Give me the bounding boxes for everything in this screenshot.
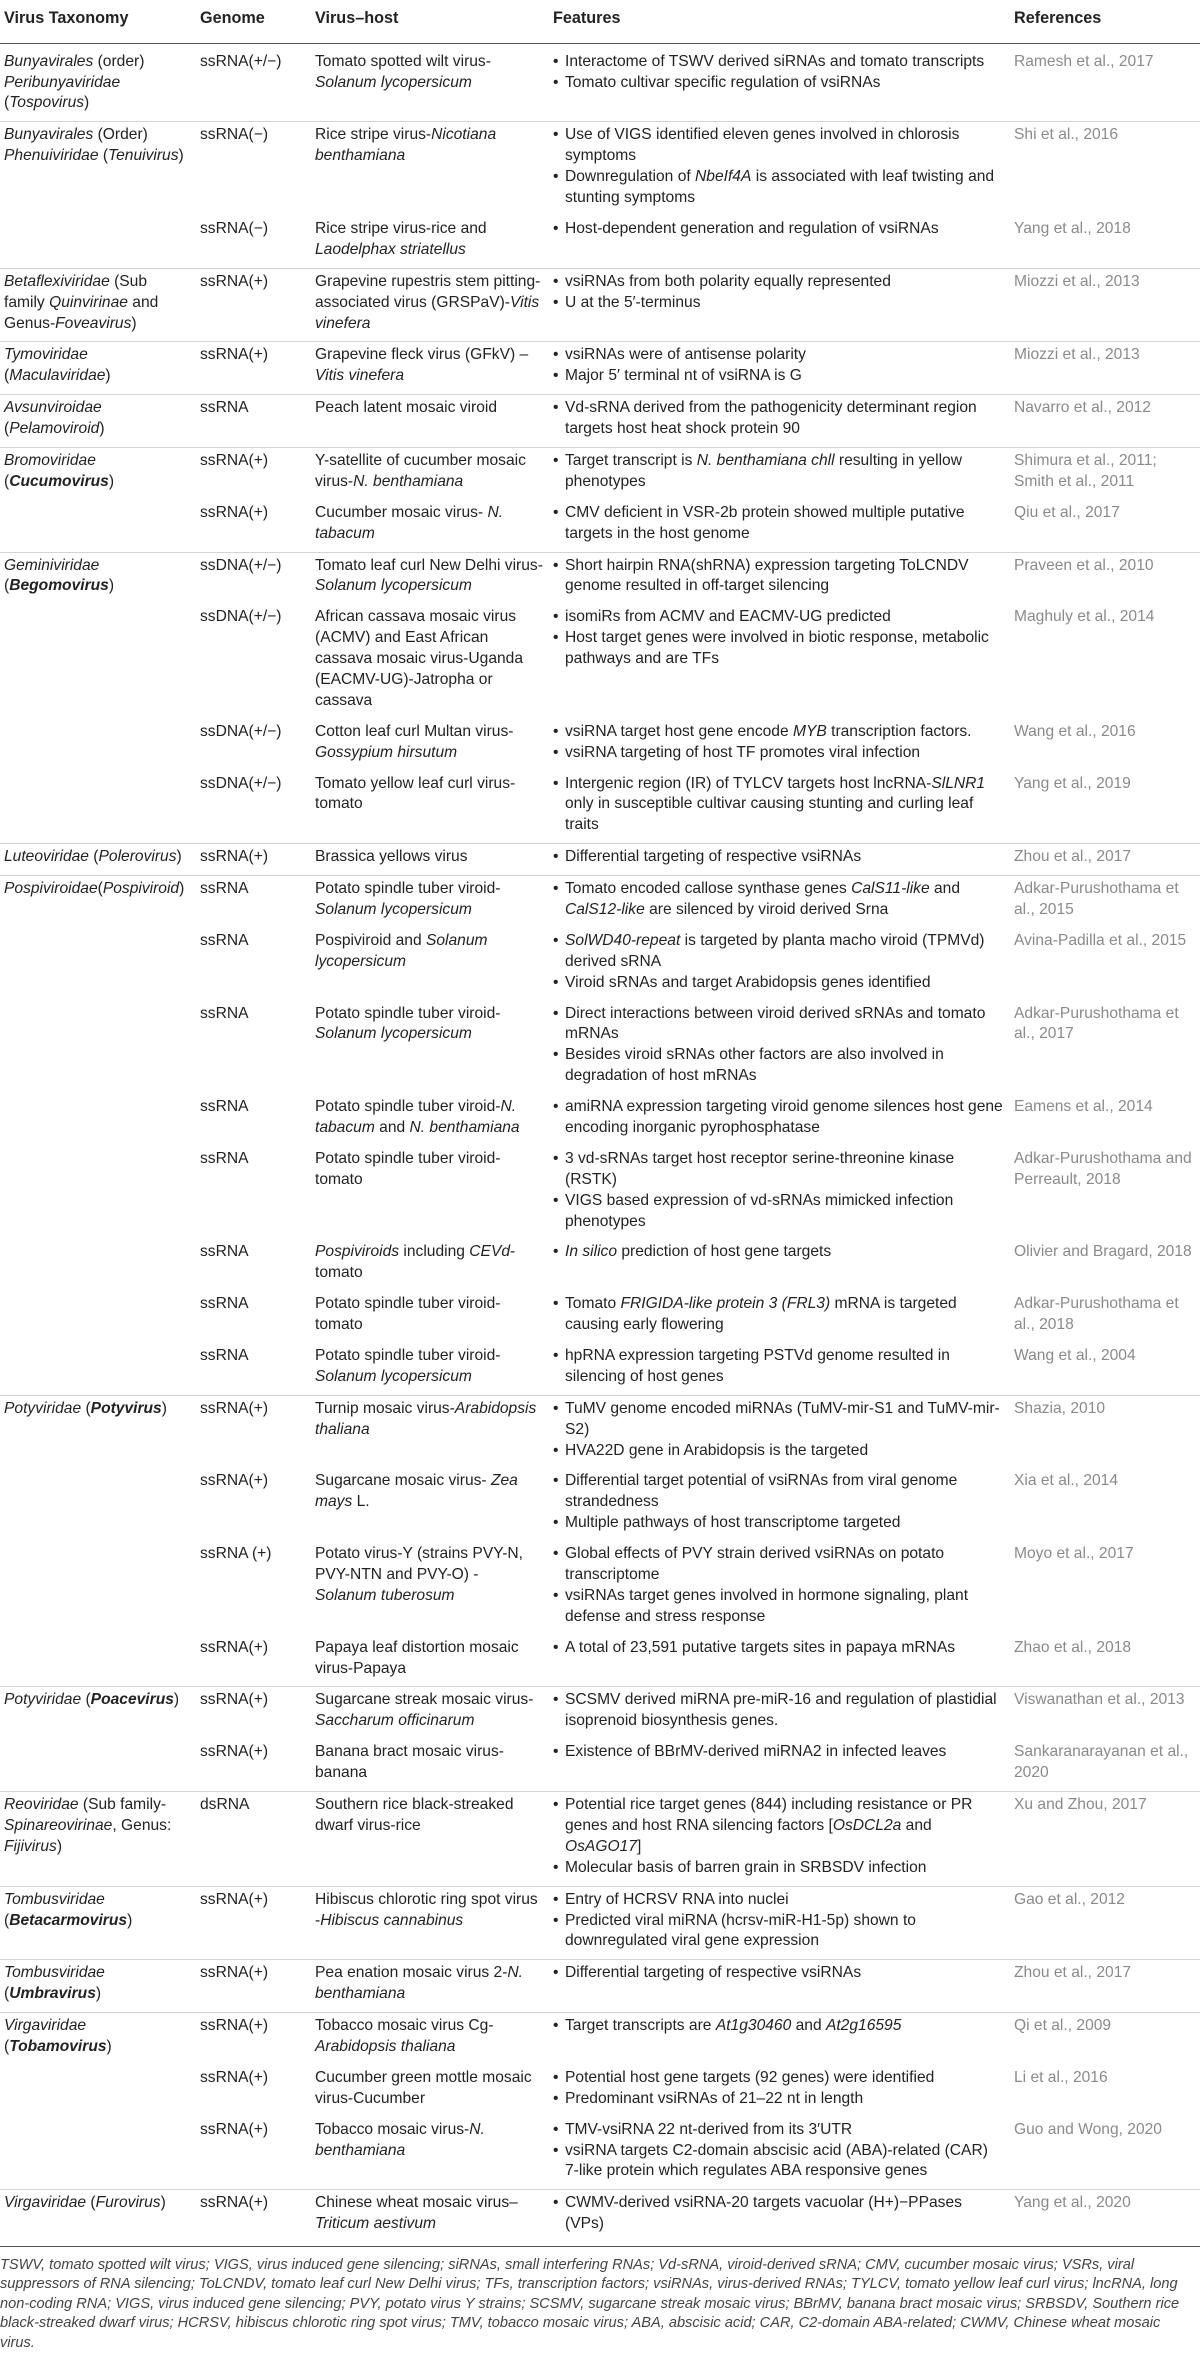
feature-list <box>553 847 1004 868</box>
table-row <box>0 1001 1200 1095</box>
cell-genome: ssRNA <box>200 931 249 949</box>
table-row <box>0 1739 1200 1791</box>
cell-taxonomy: Luteoviridae (Polerovirus) <box>0 844 196 876</box>
cell-taxonomy <box>0 1239 196 1291</box>
cell-virus-host: African cassava mosaic virus (ACMV) and East African cassava mosaic virus-Uganda (EACMV-UG)-Jatropha or cassava <box>315 608 524 709</box>
feature-item: • In silico prediction of host gene targets <box>553 1242 1004 1263</box>
table-row <box>0 928 1200 1001</box>
cell-genome: ssRNA(+) <box>196 342 311 395</box>
feature-list <box>553 1097 1004 1139</box>
table-footnote: TSWV, tomato spotted wilt virus; VIGS, virus induced gene silencing; siRNAs, small interfering RNAs; Vd-sRNA, viroid-derived sRNA; CMV, cucumber mosaic virus; VSRs, viral suppressors of RNA silencing; ToLCNDV, tomato leaf curl New Delhi virus; TFs, transcription factors; vsiRNAs, virus-derived RNAs; TYLCV, tomato yellow leaf curl virus; lncRNA, long non-coding RNA; VIGS, virus induced gene silencing; PVY, potato virus Y strains; SCSMV, sugarcane streak mosaic virus; BBrMV, banana bract mosaic virus; SRBSDV, Southern rice black-streaked dwarf virus; HCRSV, hibiscus chlorotic ring spot virus; TMV, tobacco mosaic virus; ABA, abscisic acid; CAR, C2-domain ABA-related; CWMV, Chinese wheat mosaic virus. <box>0 2246 1200 2353</box>
cell-reference: Xu and Zhou, 2017 <box>1010 1792 1200 1887</box>
cell-features <box>549 844 1010 876</box>
cell-features <box>549 1094 1010 1146</box>
feature-item: • Differential targeting of respective vsiRNAs <box>553 1963 1004 1984</box>
cell-features <box>549 1687 1010 1739</box>
cell-features <box>549 771 1010 844</box>
feature-item: • Target transcripts are At1g30460 and At2g16595 <box>553 2016 1004 2037</box>
cell-genome: ssRNA(+) <box>196 844 311 876</box>
cell-taxonomy <box>0 500 196 552</box>
table-row <box>0 1146 1200 1240</box>
cell-virus-host: Cotton leaf curl Multan virus-Gossypium hirsutum <box>315 722 514 761</box>
cell-virus-host: Cucumber green mottle mosaic virus-Cucumber <box>315 2068 532 2107</box>
feature-list <box>553 219 1004 240</box>
cell-features <box>549 876 1010 928</box>
cell-taxonomy: Virgaviridae (Furovirus) <box>0 2190 196 2242</box>
cell-features <box>549 1792 1010 1887</box>
feature-item: • Molecular basis of barren grain in SRBSDV infection <box>553 1858 1004 1879</box>
cell-features <box>549 1468 1010 1541</box>
table-row <box>0 122 1200 216</box>
cell-genome: dsRNA <box>196 1792 311 1887</box>
feature-list <box>553 272 1004 314</box>
feature-list <box>553 1690 1004 1732</box>
cell-reference: Shazia, 2010 <box>1010 1395 1200 1468</box>
table-row <box>0 268 1200 342</box>
cell-virus-host: Peach latent mosaic viroid <box>311 395 549 448</box>
cell-genome: ssRNA(+) <box>196 2013 311 2065</box>
cell-features <box>549 1541 1010 1635</box>
cell-reference: Yang et al., 2018 <box>1014 219 1131 237</box>
feature-item: • U at the 5′-terminus <box>553 293 1004 314</box>
table-row <box>0 552 1200 604</box>
cell-features <box>549 342 1010 395</box>
cell-taxonomy: Bunyavirales (Order) Phenuiviridae (Tenuivirus) <box>0 122 196 216</box>
table-row <box>0 1395 1200 1468</box>
cell-taxonomy <box>0 1146 196 1240</box>
feature-list <box>553 1242 1004 1263</box>
cell-genome: ssRNA(+) <box>196 1687 311 1739</box>
cell-taxonomy: Virgaviridae (Tobamovirus) <box>0 2013 196 2065</box>
cell-virus-host: Banana bract mosaic virus-banana <box>315 1743 504 1782</box>
feature-list <box>553 2016 1004 2037</box>
feature-item: • Viroid sRNAs and target Arabidopsis genes identified <box>553 973 1004 994</box>
cell-reference: Xia et al., 2014 <box>1014 1472 1119 1490</box>
table-row <box>0 2190 1200 2242</box>
feature-item: • Differential targeting of respective vsiRNAs <box>553 847 1004 868</box>
cell-taxonomy <box>0 2065 196 2117</box>
cell-genome: ssRNA(+) <box>200 2120 269 2138</box>
cell-genome: ssDNA(+/−) <box>196 552 311 604</box>
cell-virus-host: Potato spindle tuber viroid-N. tabacum and N. benthamiana <box>315 1098 520 1136</box>
cell-reference: Shimura et al., 2011; Smith et al., 2011 <box>1010 447 1200 499</box>
cell-virus-host: Southern rice black-streaked dwarf virus-rice <box>311 1792 549 1887</box>
cell-taxonomy: Avsunviroidae (Pelamoviroid) <box>0 395 196 448</box>
cell-reference: Miozzi et al., 2013 <box>1010 268 1200 342</box>
cell-genome: ssRNA(+) <box>196 1886 311 1960</box>
cell-taxonomy <box>0 719 196 771</box>
feature-list <box>553 1742 1004 1763</box>
cell-features <box>549 1291 1010 1343</box>
cell-taxonomy: Pospiviroidae(Pospiviroid) <box>0 876 196 928</box>
cell-virus-host: Tomato leaf curl New Delhi virus-Solanum lycopersicum <box>311 552 549 604</box>
feature-item: • Predominant vsiRNAs of 21–22 nt in length <box>553 2089 1004 2110</box>
cell-reference: Praveen et al., 2010 <box>1010 552 1200 604</box>
table-row <box>0 719 1200 771</box>
cell-taxonomy: Bromoviridae (Cucumovirus) <box>0 447 196 499</box>
feature-item: • Predicted viral miRNA (hcrsv-miR-H1-5p) shown to downregulated viral gene expression <box>553 1911 1004 1953</box>
table-row <box>0 1239 1200 1291</box>
cell-genome: ssRNA(+) <box>196 268 311 342</box>
feature-list <box>553 1004 1004 1088</box>
cell-taxonomy: Tombusviridae (Betacarmovirus) <box>0 1886 196 1960</box>
cell-taxonomy: Potyviridae (Potyvirus) <box>0 1395 196 1468</box>
cell-genome: ssRNA(+) <box>196 1395 311 1468</box>
feature-item: • TuMV genome encoded miRNAs (TuMV-mir-S1 and TuMV-mir-S2) <box>553 1399 1004 1441</box>
feature-list <box>553 2193 1004 2235</box>
cell-genome: ssDNA(+/−) <box>200 608 282 626</box>
cell-virus-host: Potato spindle tuber viroid-Solanum lycopersicum <box>315 1004 501 1043</box>
cell-virus-host: Turnip mosaic virus-Arabidopsis thaliana <box>311 1395 549 1468</box>
cell-genome: ssRNA(+/−) <box>200 52 282 70</box>
cell-features <box>549 604 1010 718</box>
cell-features <box>549 2117 1010 2190</box>
cell-reference: Ramesh et al., 2017 <box>1014 52 1154 70</box>
table-row <box>0 2013 1200 2065</box>
cell-features <box>549 1001 1010 1095</box>
feature-item: • Major 5′ terminal nt of vsiRNA is G <box>553 366 1004 387</box>
cell-features <box>549 552 1010 604</box>
table-row <box>0 2117 1200 2190</box>
feature-item: • Potential host gene targets (92 genes) were identified <box>553 2068 1004 2089</box>
cell-virus-host: Rice stripe virus-rice and Laodelphax striatellus <box>315 219 487 258</box>
cell-taxonomy: Bunyavirales (order) Peribunyaviridae (Tospovirus) <box>4 52 145 112</box>
header-row <box>0 0 1200 43</box>
feature-list <box>553 556 1004 598</box>
cell-reference: Miozzi et al., 2013 <box>1010 342 1200 395</box>
cell-virus-host: Potato spindle tuber viroid-Solanum lycopersicum <box>311 876 549 928</box>
table-row <box>0 1960 1200 2013</box>
feature-item: • vsiRNA target host gene encode MYB transcription factors. <box>553 722 1004 743</box>
cell-taxonomy <box>0 604 196 718</box>
cell-features <box>549 122 1010 216</box>
cell-virus-host: Y-satellite of cucumber mosaic virus-N. benthamiana <box>311 447 549 499</box>
table-row <box>0 876 1200 928</box>
feature-item: • Existence of BBrMV-derived miRNA2 in infected leaves <box>553 1742 1004 1763</box>
feature-item: • Entry of HCRSV RNA into nuclei <box>553 1890 1004 1911</box>
cell-features <box>549 447 1010 499</box>
cell-taxonomy <box>0 1635 196 1687</box>
feature-item: • VIGS based expression of vd-sRNAs mimicked infection phenotypes <box>553 1191 1004 1233</box>
cell-genome: ssRNA <box>196 395 311 448</box>
feature-list <box>553 451 1004 493</box>
cell-reference: Guo and Wong, 2020 <box>1014 2120 1162 2138</box>
cell-reference: Viswanathan et al., 2013 <box>1010 1687 1200 1739</box>
table-row <box>0 395 1200 448</box>
cell-genome: ssRNA(+) <box>200 2068 269 2086</box>
feature-item: • Target transcript is N. benthamiana chll resulting in yellow phenotypes <box>553 451 1004 493</box>
header-references: References <box>1010 0 1200 43</box>
table-row <box>0 844 1200 876</box>
cell-virus-host: Pospiviroids including CEVd-tomato <box>315 1243 516 1282</box>
cell-taxonomy: Potyviridae (Poacevirus) <box>0 1687 196 1739</box>
feature-item: • CWMV-derived vsiRNA-20 targets vacuolar (H+)−PPases (VPs) <box>553 2193 1004 2235</box>
cell-reference: Gao et al., 2012 <box>1010 1886 1200 1960</box>
cell-features <box>549 1395 1010 1468</box>
cell-taxonomy <box>0 1468 196 1541</box>
cell-reference: Wang et al., 2004 <box>1014 1347 1136 1365</box>
cell-genome: ssRNA <box>200 1243 249 1261</box>
cell-reference: Yang et al., 2019 <box>1014 774 1131 792</box>
feature-item: • amiRNA expression targeting viroid genome silences host gene encoding inorganic pyrophosphatase <box>553 1097 1004 1139</box>
cell-reference: Adkar-Purushothama and Perreault, 2018 <box>1014 1149 1192 1188</box>
feature-list <box>553 1795 1004 1879</box>
cell-virus-host: Potato spindle tuber viroid-tomato <box>315 1295 501 1334</box>
feature-list <box>553 774 1004 837</box>
cell-reference: Zhou et al., 2017 <box>1010 844 1200 876</box>
cell-genome: ssRNA(+) <box>200 1743 269 1761</box>
feature-item: • vsiRNA targets C2-domain abscisic acid (ABA)-related (CAR) 7-like protein which regulates ABA responsive genes <box>553 2141 1004 2183</box>
cell-genome: ssDNA(+/−) <box>200 722 282 740</box>
cell-virus-host: Tomato yellow leaf curl virus-tomato <box>315 774 516 813</box>
cell-virus-host: Potato spindle tuber viroid-Solanum lycopersicum <box>315 1347 501 1385</box>
feature-item: • vsiRNAs target genes involved in hormone signaling, plant defense and stress response <box>553 1586 1004 1628</box>
cell-reference: Adkar-Purushothama et al., 2018 <box>1014 1295 1179 1334</box>
feature-item: • vsiRNA targeting of host TF promotes viral infection <box>553 743 1004 764</box>
feature-list <box>553 1294 1004 1336</box>
cell-reference: Olivier and Bragard, 2018 <box>1014 1243 1192 1261</box>
feature-item: • Short hairpin RNA(shRNA) expression targeting ToLCNDV genome resulted in off-target silencing <box>553 556 1004 598</box>
cell-reference: Adkar-Purushothama et al., 2017 <box>1014 1004 1179 1043</box>
cell-virus-host: Pospiviroid and Solanum lycopersicum <box>315 931 488 970</box>
table-row <box>0 1687 1200 1739</box>
feature-item: • Tomato cultivar specific regulation of vsiRNAs <box>553 73 1004 94</box>
cell-features <box>549 500 1010 552</box>
cell-reference: Avina-Padilla et al., 2015 <box>1014 931 1187 949</box>
feature-item: • hpRNA expression targeting PSTVd genome resulted in silencing of host genes <box>553 1346 1004 1388</box>
cell-virus-host: Sugarcane streak mosaic virus-Saccharum officinarum <box>311 1687 549 1739</box>
table-row <box>0 1468 1200 1541</box>
cell-taxonomy: Tymoviridae (Maculaviridae) <box>0 342 196 395</box>
cell-taxonomy <box>0 216 196 268</box>
cell-features <box>549 1343 1010 1395</box>
cell-features <box>549 216 1010 268</box>
cell-virus-host: Grapevine rupestris stem pitting-associated virus (GRSPaV)-Vitis vinefera <box>311 268 549 342</box>
feature-list <box>553 503 1004 545</box>
feature-item: • 3 vd-sRNAs target host receptor serine-threonine kinase (RSTK) <box>553 1149 1004 1191</box>
cell-features <box>549 43 1010 122</box>
feature-item: • HVA22D gene in Arabidopsis is the targeted <box>553 1441 1004 1462</box>
feature-item: • Downregulation of NbeIf4A is associated with leaf twisting and stunting symptoms <box>553 167 1004 209</box>
table-row <box>0 216 1200 268</box>
cell-reference: Shi et al., 2016 <box>1010 122 1200 216</box>
table-row <box>0 1343 1200 1395</box>
cell-virus-host: Pea enation mosaic virus 2-N. benthamiana <box>311 1960 549 2013</box>
cell-genome: ssRNA <box>200 1295 249 1313</box>
table-row <box>0 1291 1200 1343</box>
cell-genome: ssRNA(+) <box>200 1638 269 1656</box>
feature-item: • Vd-sRNA derived from the pathogenicity determinant region targets host heat shock protein 90 <box>553 398 1004 440</box>
cell-genome: ssRNA(−) <box>196 122 311 216</box>
cell-taxonomy: Geminiviridae (Begomovirus) <box>0 552 196 604</box>
cell-reference: Moyo et al., 2017 <box>1014 1545 1134 1563</box>
cell-genome: ssRNA <box>200 1347 249 1365</box>
feature-item: • Tomato encoded callose synthase genes CalS11-like and CalS12-like are silenced by viroid derived Srna <box>553 879 1004 921</box>
cell-taxonomy: Reoviridae (Sub family-Spinareovirinae, Genus: Fijivirus) <box>0 1792 196 1887</box>
cell-features <box>549 395 1010 448</box>
table-row <box>0 2065 1200 2117</box>
table-body <box>0 43 1200 2242</box>
cell-features <box>549 1635 1010 1687</box>
feature-list <box>553 398 1004 440</box>
header-virus-host: Virus–host <box>311 0 549 43</box>
feature-list <box>553 125 1004 209</box>
cell-reference: Adkar-Purushothama et al., 2015 <box>1010 876 1200 928</box>
feature-item: • Direct interactions between viroid derived sRNAs and tomato mRNAs <box>553 1004 1004 1046</box>
feature-item: • Intergenic region (IR) of TYLCV targets host lncRNA-SlLNR1 only in susceptible cultivar causing stunting and curling leaf traits <box>553 774 1004 837</box>
table-row <box>0 604 1200 718</box>
header-genome: Genome <box>196 0 311 43</box>
feature-list <box>553 2120 1004 2183</box>
cell-taxonomy <box>0 1094 196 1146</box>
table-row <box>0 342 1200 395</box>
table-row <box>0 771 1200 844</box>
cell-reference: Navarro et al., 2012 <box>1010 395 1200 448</box>
cell-genome: ssRNA(+) <box>196 2190 311 2242</box>
feature-item: • vsiRNAs were of antisense polarity <box>553 345 1004 366</box>
feature-list <box>553 1149 1004 1233</box>
cell-taxonomy <box>0 1343 196 1395</box>
cell-genome: ssDNA(+/−) <box>200 774 282 792</box>
feature-item: • Multiple pathways of host transcriptome targeted <box>553 1513 1004 1534</box>
cell-genome: ssRNA <box>200 1004 249 1022</box>
cell-reference: Qi et al., 2009 <box>1010 2013 1200 2065</box>
cell-virus-host: Potato spindle tuber viroid-tomato <box>315 1149 501 1188</box>
cell-features <box>549 268 1010 342</box>
cell-genome: ssRNA <box>196 876 311 928</box>
header-virus-taxonomy: Virus Taxonomy <box>0 0 196 43</box>
table-row <box>0 43 1200 122</box>
header-features: Features <box>549 0 1010 43</box>
cell-taxonomy: Betaflexiviridae (Sub family Quinvirinae and Genus-Foveavirus) <box>0 268 196 342</box>
cell-reference: Zhou et al., 2017 <box>1010 1960 1200 2013</box>
cell-virus-host: Tomato spotted wilt virus-Solanum lycopersicum <box>315 52 491 91</box>
feature-list <box>553 931 1004 994</box>
table-row <box>0 500 1200 552</box>
feature-item: • Besides viroid sRNAs other factors are also involved in degradation of host mRNAs <box>553 1045 1004 1087</box>
table-row <box>0 1792 1200 1887</box>
cell-features <box>549 928 1010 1001</box>
feature-list <box>553 722 1004 764</box>
feature-list <box>553 1471 1004 1534</box>
feature-item: • A total of 23,591 putative targets sites in papaya mRNAs <box>553 1638 1004 1659</box>
cell-genome: ssRNA <box>200 1149 249 1167</box>
feature-item: • Differential target potential of vsiRNAs from viral genome strandedness <box>553 1471 1004 1513</box>
feature-list <box>553 879 1004 921</box>
table-row <box>0 447 1200 499</box>
cell-features <box>549 1739 1010 1791</box>
feature-item: • SCSMV derived miRNA pre-miR-16 and regulation of plastidial isoprenoid biosynthesis genes. <box>553 1690 1004 1732</box>
cell-virus-host: Tobacco mosaic virus Cg-Arabidopsis thaliana <box>311 2013 549 2065</box>
cell-taxonomy <box>0 2117 196 2190</box>
cell-genome: ssRNA(+) <box>200 503 269 521</box>
feature-item: • Host-dependent generation and regulation of vsiRNAs <box>553 219 1004 240</box>
cell-reference: Maghuly et al., 2014 <box>1014 608 1155 626</box>
table-row <box>0 1886 1200 1960</box>
cell-taxonomy <box>0 1541 196 1635</box>
feature-item: • vsiRNAs from both polarity equally represented <box>553 272 1004 293</box>
cell-features <box>549 1886 1010 1960</box>
cell-virus-host: Hibiscus chlorotic ring spot virus -Hibiscus cannabinus <box>311 1886 549 1960</box>
cell-features <box>549 2065 1010 2117</box>
cell-taxonomy <box>0 1001 196 1095</box>
feature-list <box>553 1399 1004 1462</box>
feature-item: • Host target genes were involved in biotic response, metabolic pathways and are TFs <box>553 628 1004 670</box>
cell-reference: Eamens et al., 2014 <box>1014 1098 1153 1116</box>
table-row <box>0 1635 1200 1687</box>
cell-features <box>549 1960 1010 2013</box>
cell-taxonomy <box>0 771 196 844</box>
feature-list <box>553 52 1004 94</box>
cell-reference: Li et al., 2016 <box>1014 2068 1108 2086</box>
cell-virus-host: Brassica yellows virus <box>311 844 549 876</box>
cell-genome: ssRNA(+) <box>196 1960 311 2013</box>
cell-features <box>549 1239 1010 1291</box>
cell-reference: Qiu et al., 2017 <box>1014 503 1120 521</box>
feature-item: • Potential rice target genes (844) including resistance or PR genes and host RNA silencing factors [OsDCL2a and OsAGO17] <box>553 1795 1004 1858</box>
cell-features <box>549 2013 1010 2065</box>
feature-list <box>553 1963 1004 1984</box>
cell-taxonomy: Tombusviridae (Umbravirus) <box>0 1960 196 2013</box>
cell-genome: ssRNA(+) <box>200 1472 269 1490</box>
feature-item: • Use of VIGS identified eleven genes involved in chlorosis symptoms <box>553 125 1004 167</box>
cell-features <box>549 1146 1010 1240</box>
table-row <box>0 1094 1200 1146</box>
cell-genome: ssRNA (+) <box>200 1545 272 1563</box>
cell-reference: Yang et al., 2020 <box>1010 2190 1200 2242</box>
feature-list <box>553 1544 1004 1628</box>
cell-taxonomy <box>0 1291 196 1343</box>
feature-list <box>553 607 1004 670</box>
table-row <box>0 1541 1200 1635</box>
feature-list <box>553 345 1004 387</box>
feature-list <box>553 1346 1004 1388</box>
cell-virus-host: Potato virus-Y (strains PVY-N, PVY-NTN and PVY-O) - Solanum tuberosum <box>315 1545 523 1604</box>
feature-list <box>553 1638 1004 1659</box>
cell-virus-host: Chinese wheat mosaic virus–Triticum aestivum <box>311 2190 549 2242</box>
feature-list <box>553 2068 1004 2110</box>
cell-reference: Wang et al., 2016 <box>1014 722 1136 740</box>
cell-genome: ssRNA(−) <box>200 219 269 237</box>
cell-virus-host: Sugarcane mosaic virus- Zea mays L. <box>315 1472 518 1511</box>
cell-virus-host: Papaya leaf distortion mosaic virus-Papaya <box>315 1638 519 1677</box>
feature-item: • Global effects of PVY strain derived vsiRNAs on potato transcriptome <box>553 1544 1004 1586</box>
cell-virus-host: Rice stripe virus-Nicotiana benthamiana <box>311 122 549 216</box>
cell-virus-host: Cucumber mosaic virus- N. tabacum <box>315 503 504 542</box>
cell-genome: ssRNA(+) <box>196 447 311 499</box>
feature-item: • SolWD40-repeat is targeted by planta macho viroid (TPMVd) derived sRNA <box>553 931 1004 973</box>
cell-reference: Zhao et al., 2018 <box>1014 1638 1132 1656</box>
cell-virus-host: Grapevine fleck virus (GFkV) – Vitis vinefera <box>311 342 549 395</box>
cell-reference: Sankaranarayanan et al., 2020 <box>1014 1743 1189 1782</box>
feature-item: • Interactome of TSWV derived siRNAs and tomato transcripts <box>553 52 1004 73</box>
feature-item: • TMV-vsiRNA 22 nt-derived from its 3′UTR <box>553 2120 1004 2141</box>
feature-item: • Tomato FRIGIDA-like protein 3 (FRL3) mRNA is targeted causing early flowering <box>553 1294 1004 1336</box>
cell-features <box>549 2190 1010 2242</box>
feature-item: • isomiRs from ACMV and EACMV-UG predicted <box>553 607 1004 628</box>
feature-item: • CMV deficient in VSR-2b protein showed multiple putative targets in the host genome <box>553 503 1004 545</box>
cell-taxonomy <box>0 928 196 1001</box>
cell-genome: ssRNA <box>200 1098 249 1116</box>
cell-virus-host: Tobacco mosaic virus-N. benthamiana <box>315 2120 485 2159</box>
feature-list <box>553 1890 1004 1953</box>
cell-taxonomy <box>0 1739 196 1791</box>
cell-features <box>549 719 1010 771</box>
